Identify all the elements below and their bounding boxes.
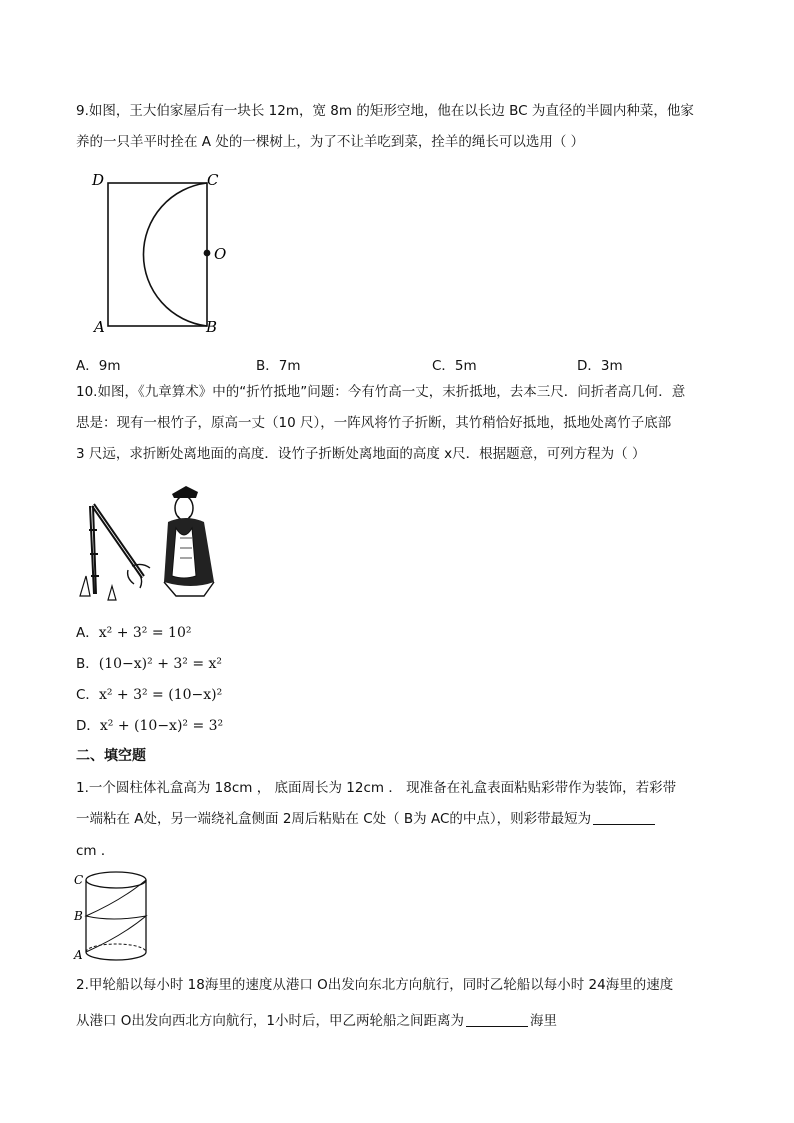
cylinder-figure [72, 866, 152, 962]
q10-option-d-equation: x² + (10−x)² = 3² [99, 718, 224, 734]
q9-option-d: D．3m [577, 358, 623, 374]
cyl-label-a: A [74, 948, 83, 962]
q10-text-line2: 思是：现有一根竹子，原高一丈（10 尺），一阵风将竹子折断，其竹稍恰好抵地，抵地处离竹子底部 [76, 415, 672, 431]
f1-text-line3: cm ． [76, 843, 115, 859]
point-o [204, 250, 211, 257]
answer-blank [466, 1013, 528, 1027]
q10-option-c [76, 686, 222, 704]
label-c: C [207, 171, 219, 189]
label-o: O [214, 245, 227, 263]
q10-text-line1: 10.如图，《九章算术》中的“折竹抵地”问题：今有竹高一丈，末折抵地，去本三尺．问折者高几何．意 [76, 384, 686, 400]
label-b: B [206, 318, 218, 336]
bamboo-scholar-illustration [72, 478, 224, 606]
f2-unit: 海里 [530, 1013, 558, 1029]
label-d: D [92, 171, 105, 189]
q9-text-line2: 养的一只羊平时拴在 A 处的一棵树上，为了不让羊吃到菜，拴羊的绳长可以选用（ ） [76, 134, 585, 150]
f1-text-line2 [76, 810, 657, 828]
q9-option-c: C．5m [432, 358, 477, 374]
f2-text-line2-content: 从港口 O出发向西北方向航行，1小时后，甲乙两轮船之间距离为 [76, 1013, 465, 1029]
q10-option-b [76, 655, 222, 673]
cyl-label-c: C [74, 873, 84, 887]
f1-text-line2-content: 一端粘在 A处，另一端绕礼盒侧面 2周后粘贴在 C处（ B为 AC的中点），则彩带最短为 [76, 811, 592, 827]
q10-option-b-equation: (10−x)² + 3² = x² [98, 656, 223, 672]
answer-blank [593, 811, 655, 825]
f2-text-line1: 2.甲轮船以每小时 18海里的速度从港口 O出发向东北方向航行，同时乙轮船以每小时 24海里的速度 [76, 977, 674, 993]
semicircle-bc [143, 183, 207, 326]
f2-text-line2 [76, 1012, 557, 1030]
q10-option-c-label: C． [76, 687, 99, 703]
q10-option-d [76, 717, 223, 735]
q10-option-a-label: A． [76, 625, 99, 641]
f1-text-line1: 1.一个圆柱体礼盒高为 18cm ， 底面周长为 12cm ． 现准备在礼盒表面粘贴彩带作为装饰，若彩带 [76, 780, 677, 796]
q10-option-a-equation: x² + 3² = 10² [98, 625, 192, 641]
q9-option-b: B．7m [256, 358, 301, 374]
cyl-label-b: B [74, 909, 83, 923]
section-heading: 二、填空题 [76, 748, 146, 764]
q10-option-d-label: D． [76, 718, 100, 734]
q9-option-a: A．9m [76, 358, 121, 374]
q9-text-line1: 9.如图，王大伯家屋后有一块长 12m，宽 8m 的矩形空地，他在以长边 BC 为直径的半圆内种菜，他家 [76, 103, 694, 119]
q9-rectangle-semicircle-figure [86, 166, 236, 338]
q10-text-line3: 3 尺远，求折断处离地面的高度．设竹子折断处离地面的高度 x尺．根据题意，可列方程为（ ） [76, 446, 646, 462]
q10-option-a [76, 624, 191, 642]
q10-option-b-label: B． [76, 656, 99, 672]
q10-option-c-equation: x² + 3² = (10−x)² [98, 687, 223, 703]
rectangle-abcd [108, 183, 207, 326]
label-a: A [94, 318, 105, 336]
